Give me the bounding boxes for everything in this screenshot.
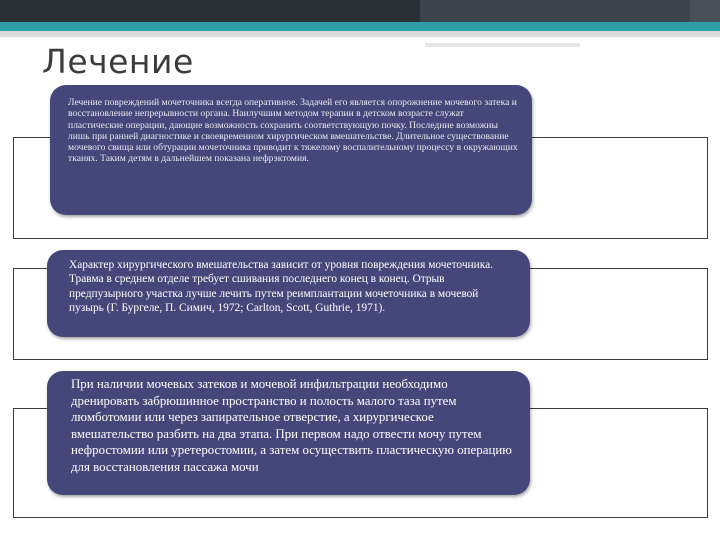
text-card-3-body: При наличии мочевых затеков и мочевой инфильтрации необходимо дренировать забрюшинное пространство и полость малого таза путем люмботомии или через запирательное отверстие, а хирургическое вмешательство разбить на два этапа. При первом надо отвести мочу путем нефростомии или уретеростомии, а затем осуществить пластическую операцию для восстановления пассажа мочи: [71, 377, 512, 474]
header-teal-stripe: [0, 22, 720, 31]
text-card-1-body: Лечение повреждений мочеточника всегда оперативное. Задачей его является опорожнение мочевого затека и восстановление непрерывности органа. Наилучшим методом терапии в детском возрасте служат пластические операции, дающие возможность сохранить соответствующую почку. Последние возможны лишь при ранней диагностике и своевременном хирургическом вмешательстве. Длительное существование мочевого свища или обтурации мочеточника приводит к тяжелому воспалительному процессу в окружающих тканях. Таким детям в дальнейшем показана нефрэктомия.: [68, 97, 518, 165]
header-grey-stripe: [0, 31, 720, 37]
text-card-2[interactable]: [47, 250, 530, 337]
text-card-1[interactable]: [50, 85, 532, 215]
text-card-2-body: Характер хирургического вмешательства зависит от уровня повреждения мочеточника. Травма в среднем отделе требует сшивания последнего конец в конец. Отрыв предпузырного участка лучше лечить путем реимплантации мочеточника в мочевой пузырь (Г. Бургеле, П. Симич, 1972; Carlton, Scott, Guthrie, 1971).: [69, 259, 493, 315]
title-rule: [425, 43, 580, 47]
text-card-3[interactable]: [47, 371, 530, 495]
header-accent: [420, 0, 720, 22]
header-accent-right: [690, 0, 720, 22]
slide-title: Лечение: [42, 42, 194, 81]
